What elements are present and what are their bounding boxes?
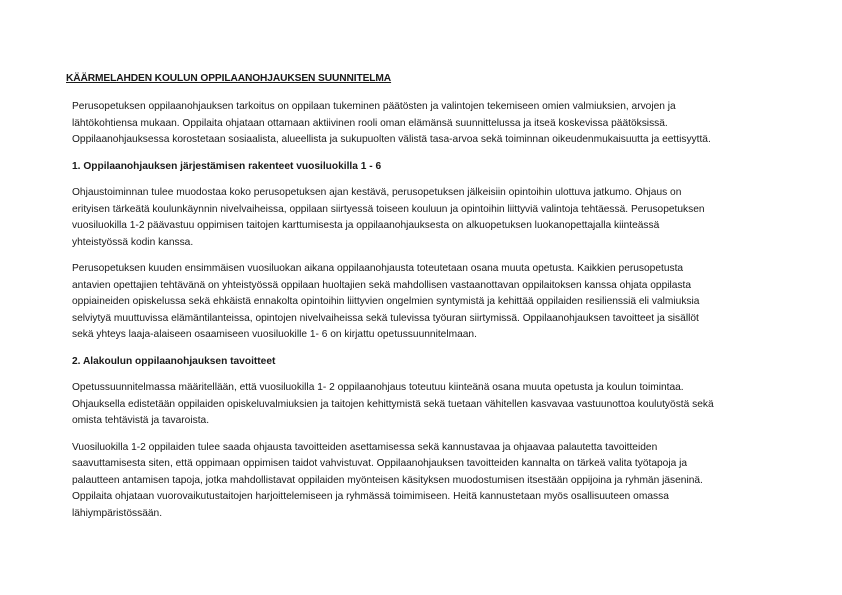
section-2-paragraph-2: Vuosiluokilla 1-2 oppilaiden tulee saada ohjausta tavoitteiden asettamisessa sekä kannustavaa ja ohjaavaa palautetta tavoitteiden saavuttamisesta siten, että oppimaan oppimisen taidot vahvistuvat. Oppilaanohjauksen tavoitteiden kannalta on tärkeä valita työtapoja ja palautteen antamisen tapoja, jotka mahdollistavat oppilaiden myönteisen käsityksen muodostumisen itsestään oppijoina ja ryhmän jäseninä. Oppilaita ohjataan vuorovaikutustaitojen harjoittelemiseen ja ryhmässä toimimiseen. Heitä kannustetaan myös osallisuuteen omassa lähiympäristössään. <box>72 441 703 519</box>
section-1-paragraph-1: Ohjaustoiminnan tulee muodostaa koko perusopetuksen ajan kestävä, perusopetuksen jälkeisiin opintoihin ulottuva jatkumo. Ohjaus on erityisen tärkeätä koulunkäynnin nivelvaiheissa, oppilaan siirtyessä toiseen kouluun ja opintoihin liittyviä valintoja tehtäessä. Perusopetuksen vuosiluokilla 1-2 päävastuu oppimisen taitojen karttumisesta ja oppilaanohjauksesta on alkuopetuksen luokanopettajalla kiinteässä yhteistyössä kodin kanssa. <box>72 187 705 248</box>
document-title: KÄÄRMELAHDEN KOULUN OPPILAANOHJAUKSEN SUUNNITELMA <box>66 73 392 84</box>
document-body <box>72 99 778 532</box>
section-2-heading: 2. Alakoulun oppilaanohjauksen tavoitteet <box>72 355 276 367</box>
intro-paragraph: Perusopetuksen oppilaanohjauksen tarkoitus on oppilaan tukeminen päätösten ja valintojen tekemiseen omien valmiuksien, arvojen ja lähtökohtiensa mukaan. Oppilaita ohjataan ottamaan aktiivinen rooli oman elämänsä suunnittelussa ja itseä koskevissa päätöksissä. Oppilaanohjauksessa korostetaan sosiaalista, alueellista ja sukupuolten välistä tasa-arvoa sekä toiminnan oikeudenmukaisuutta ja eettisyyttä. <box>72 101 711 145</box>
section-1-heading: 1. Oppilaanohjauksen järjestämisen rakenteet vuosiluokilla 1 - 6 <box>72 160 382 172</box>
section-2-paragraph-1: Opetussuunnitelmassa määritellään, että vuosiluokilla 1- 2 oppilaanohjaus toteutuu kiinteänä osana muuta opetusta ja koulun toimintaa. Ohjauksella edistetään oppilaiden opiskeluvalmiuksien ja taitojen kehittymistä sekä tuetaan vähitellen kasvavaa vastuunottoa koulutyöstä sekä omista tehtävistä ja tavaroista. <box>72 382 714 426</box>
section-1-paragraph-2: Perusopetuksen kuuden ensimmäisen vuosiluokan aikana oppilaanohjausta toteutetaan osana muuta opetusta. Kaikkien perusopetusta antavien opettajien tehtävänä on yhteistyössä oppilaan huoltajien sekä mahdollisen vastaanottavan oppilaitoksen kanssa ohjata oppilasta oppiaineiden opiskelussa sekä ehkäistä ennakolta opintoihin liittyvien ongelmien syntymistä ja kehittää oppilaiden resilienssiä eli valmiuksia selviytyä muuttuvissa elämäntilanteissa, opintojen nivelvaiheissa sekä tulevissa työuran siirtymissä. Oppilaanohjauksen tavoitteet ja sisällöt sekä yhteys laaja-alaiseen osaamiseen vuosiluokille 1- 6 on kirjattu opetussuunnitelmaan. <box>72 263 700 340</box>
